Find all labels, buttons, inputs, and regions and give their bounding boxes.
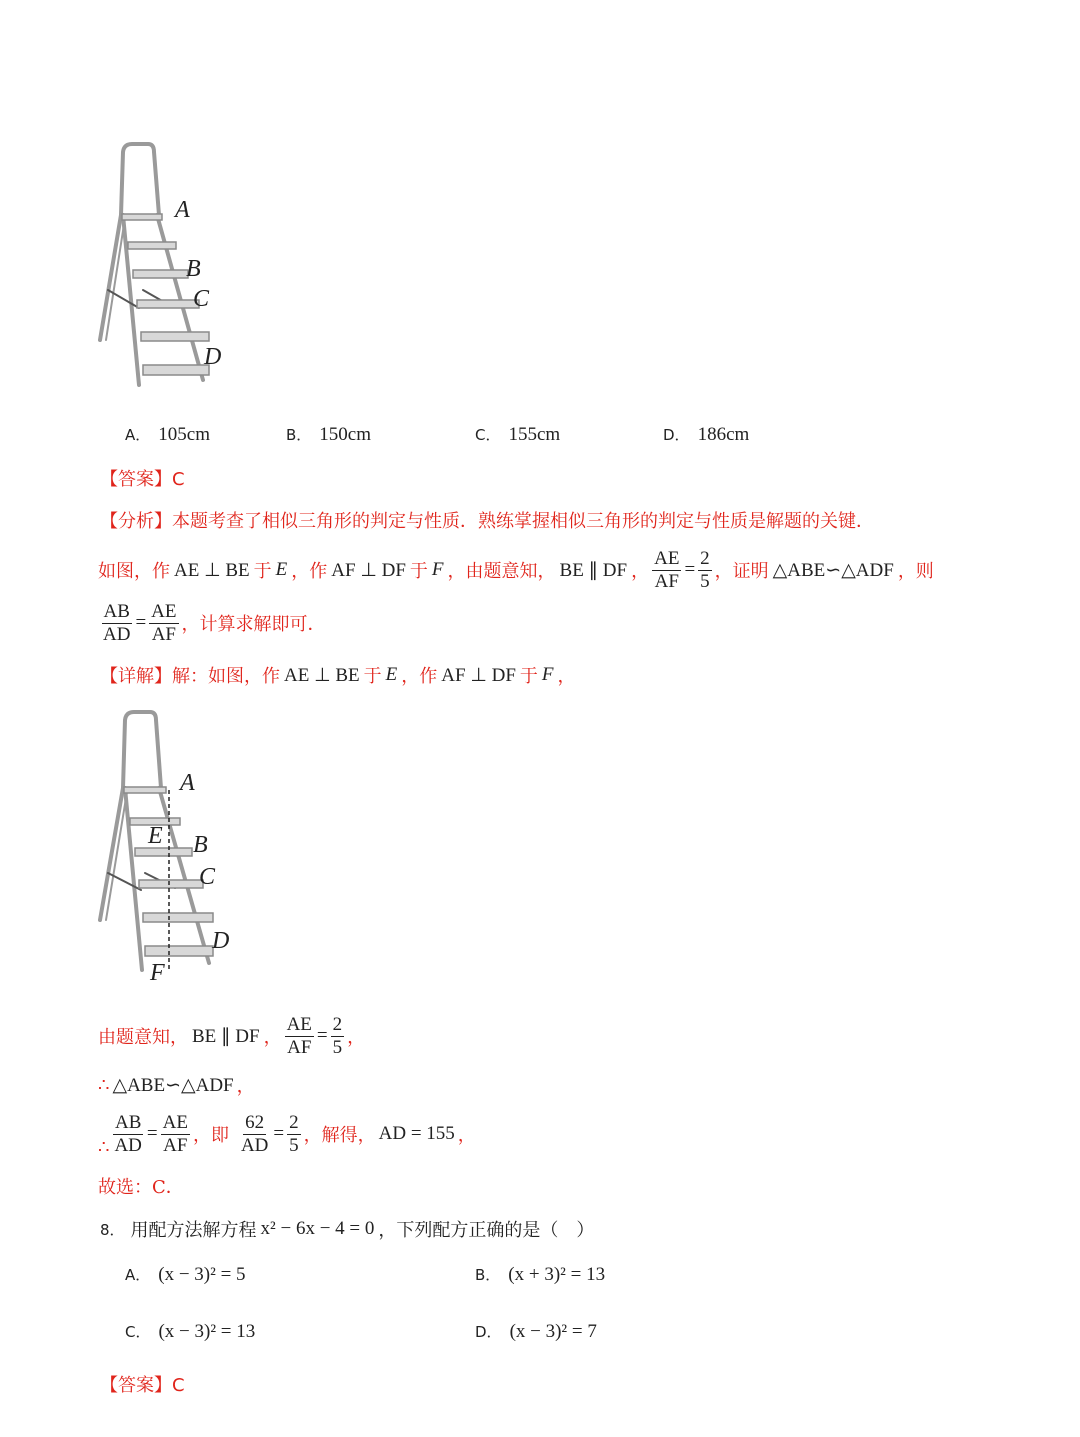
solution-line-3: ∴ $\frac{AB}{AD}$ = $\frac{AE}{AF}$ ，即 $\frac{62}{AD}$ = $\frac{2}{5}$ ，解得， AD = 155 ， <box>98 1111 476 1158</box>
q8-option-c: C． (x − 3)² = 13 <box>125 1321 256 1342</box>
q8-option-b: B． (x + 3)² = 13 <box>475 1264 606 1285</box>
option-d: D． 186cm <box>663 424 750 445</box>
q8-option-d: D． (x − 3)² = 7 <box>475 1321 597 1342</box>
figure1-label-c: C <box>193 286 210 312</box>
analysis-line-1: 【分析】本题考查了相似三角形的判定与性质．熟练掌握相似三角形的判定与性质是解题的关键． <box>100 511 874 532</box>
answer-line-2: 【答案】C <box>100 1375 185 1396</box>
ladder-drawing <box>95 140 245 390</box>
analysis-line-2: 如图，作 AE ⊥ BE 于 E ，作 AF ⊥ DF 于 F ，由题意知， BE ∥ DF ， $\frac{AE}{AF}$ = $\frac{2}{5}$ ，证明 △ABE∽△ADF ，则 <box>98 547 934 592</box>
answer-line: 【答案】C <box>100 469 185 490</box>
figure2-label-a: A <box>180 770 195 796</box>
fraction-ae-af: $\frac{AE}{AF}$ <box>654 547 680 592</box>
option-c: C． 155cm <box>475 424 561 445</box>
figure1-label-d: D <box>204 344 222 370</box>
figure1-label-a: A <box>175 197 190 223</box>
q8-option-a: A． (x − 3)² = 5 <box>125 1264 246 1285</box>
solution-line-2: ∴ △ABE∽△ADF ， <box>98 1074 255 1097</box>
solution-line-1: 由题意知， BE ∥ DF ， $\frac{AE}{AF}$ = $\frac{2}{5}$ ， <box>98 1013 366 1058</box>
figure2-label-e: E <box>148 823 163 849</box>
analysis-line-3: $\frac{AB}{AD}$ = $\frac{AE}{AF}$ ，计算求解即可． <box>103 600 326 645</box>
fraction-2-5: $\frac{2}{5}$ <box>700 547 710 592</box>
figure1-label-b: B <box>186 256 201 282</box>
question-8-stem: 8． 用配方法解方程 x² − 6x − 4 = 0 ，下列配方正确的是（ ） <box>100 1218 595 1241</box>
option-b: B． 150cm <box>286 424 372 445</box>
figure2-label-d: D <box>212 928 230 954</box>
figure2-label-c: C <box>199 864 216 890</box>
ladder-figure-1 <box>95 140 245 390</box>
figure2-label-f: F <box>150 960 165 986</box>
figure2-label-b: B <box>193 832 208 858</box>
option-a: A． 105cm <box>125 424 210 445</box>
conclusion-line: 故选：C． <box>98 1177 184 1198</box>
detail-line: 【详解】 解：如图，作 AE ⊥ BE 于 E ，作 AF ⊥ DF 于 F ， <box>100 664 576 687</box>
